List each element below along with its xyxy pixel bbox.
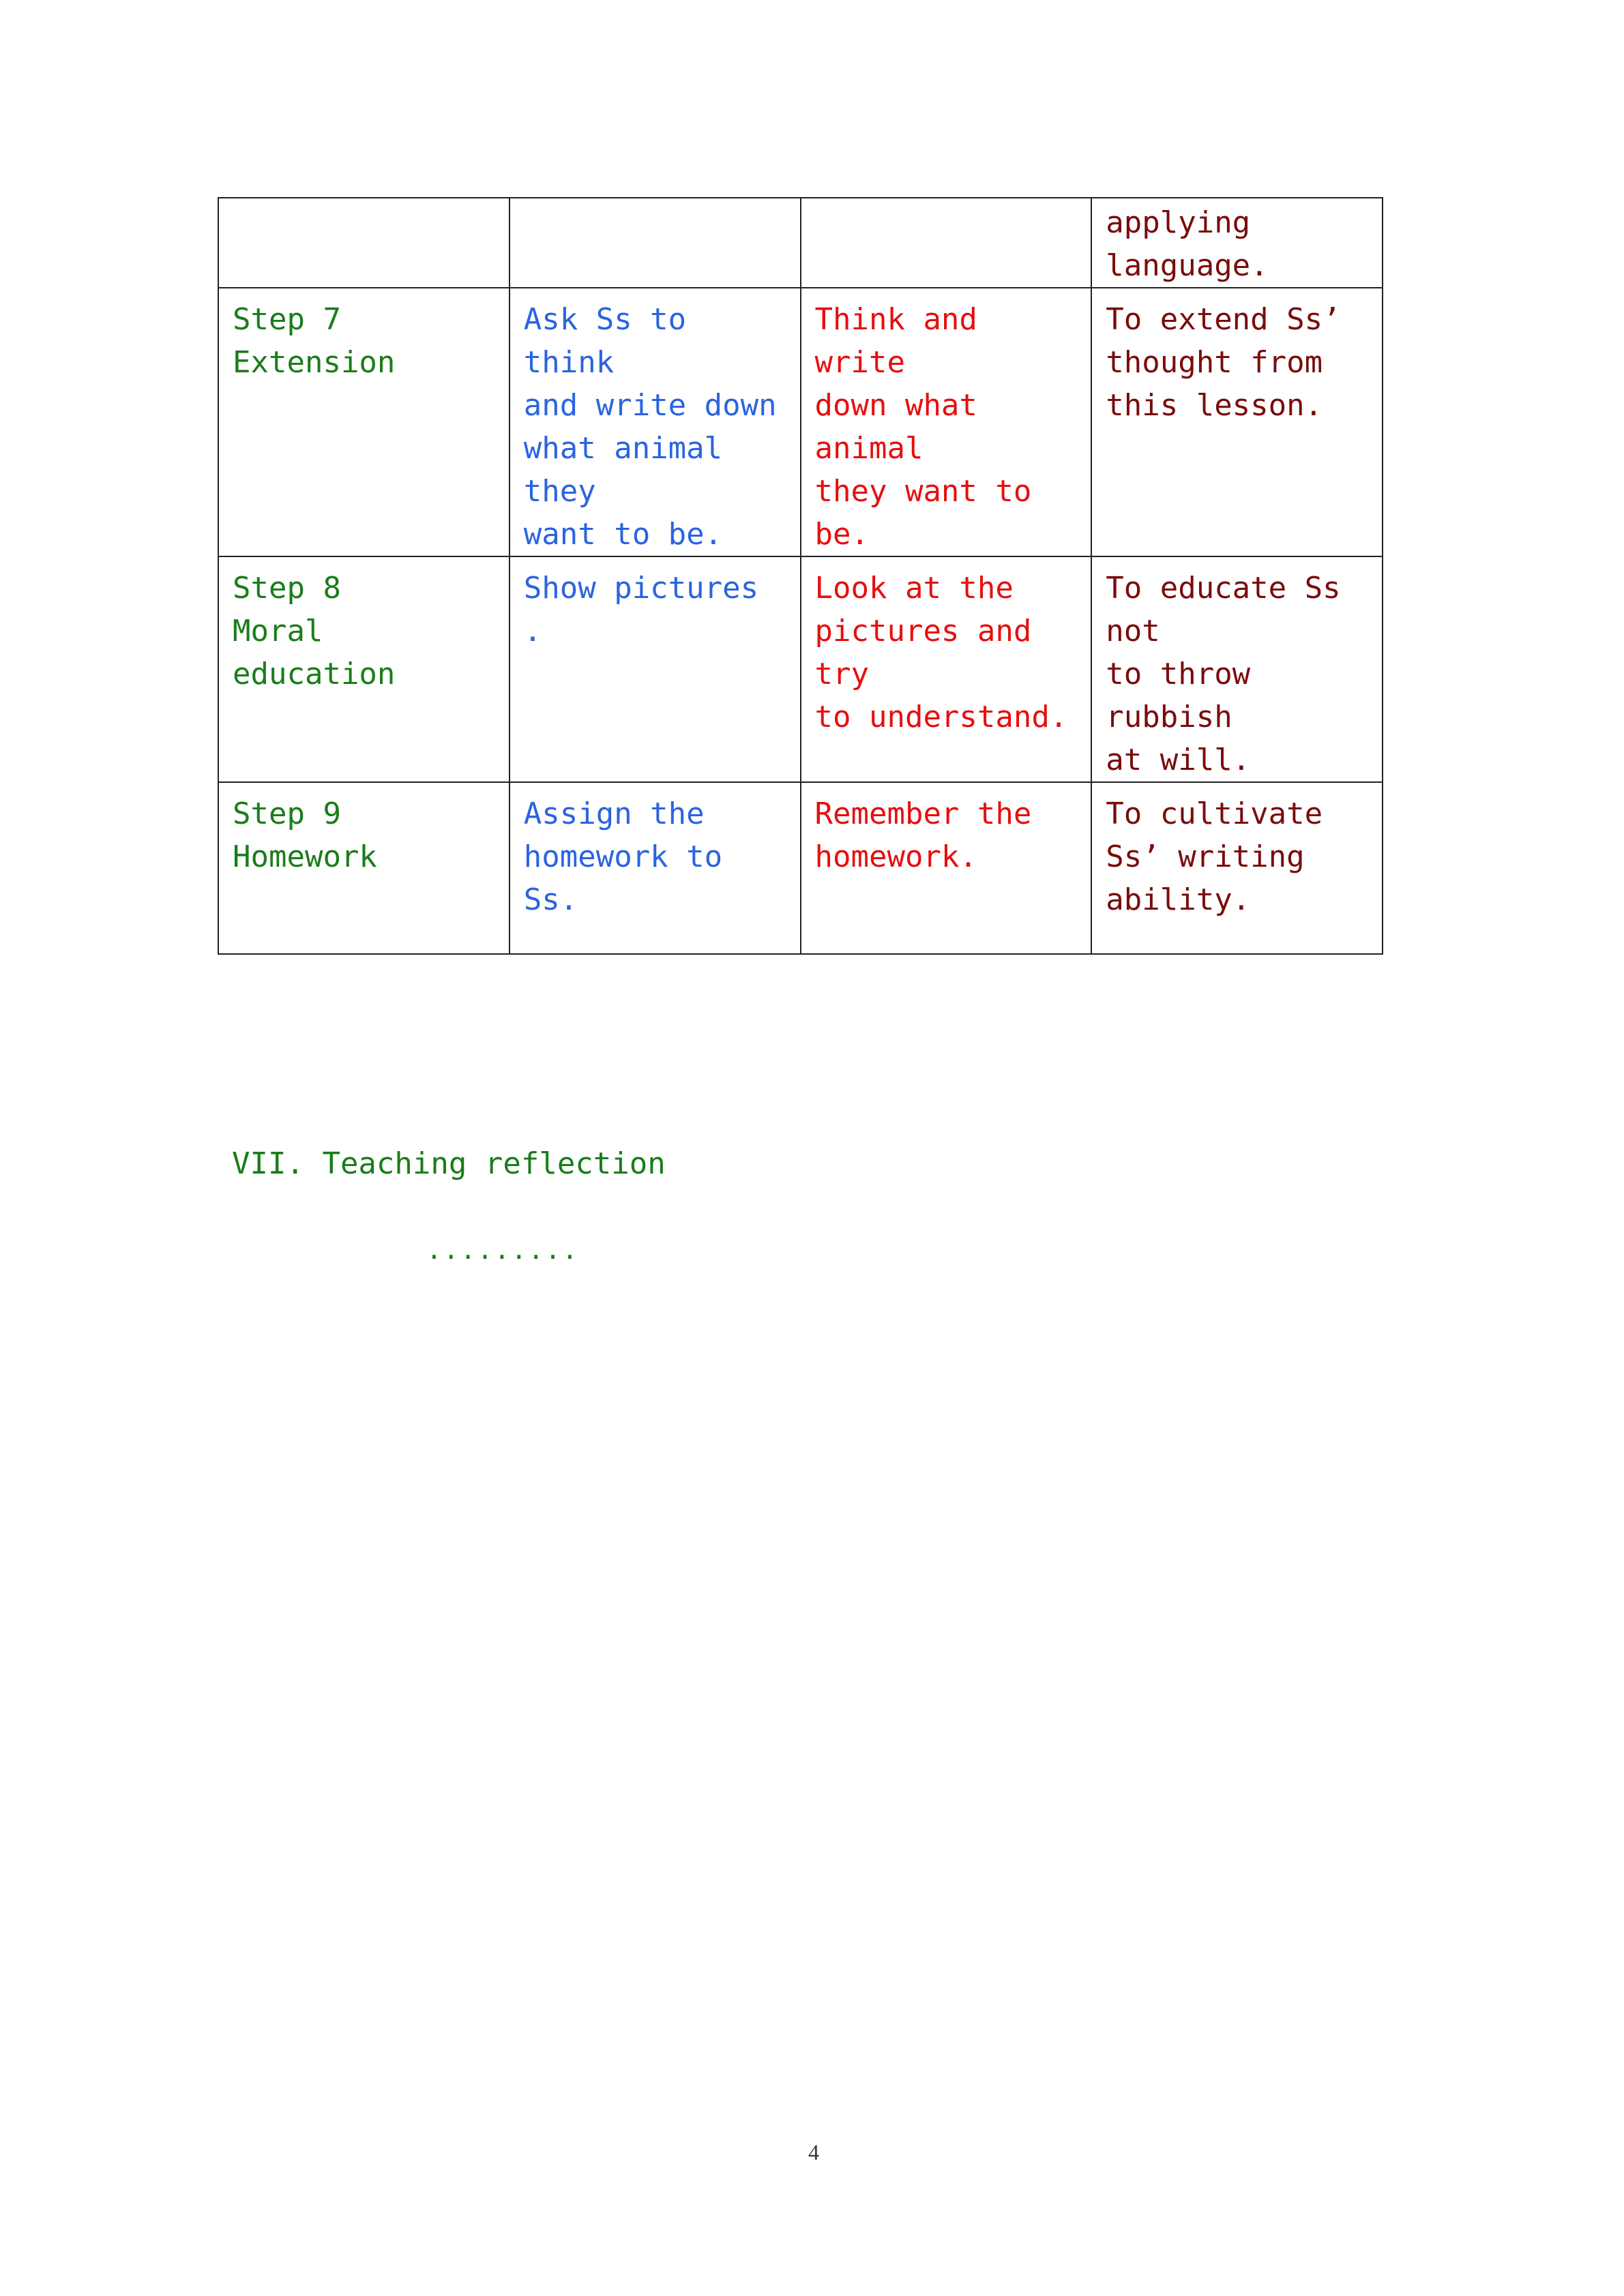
step-cell bbox=[218, 198, 510, 288]
table-row bbox=[218, 288, 1383, 556]
page-number: 4 bbox=[808, 2140, 819, 2164]
table-row bbox=[218, 556, 1383, 782]
reflection-content: ......... bbox=[426, 1235, 579, 1265]
teacher-activity-cell: Assign the homework to Ss. bbox=[510, 782, 801, 954]
teaching-procedure-table bbox=[218, 197, 1383, 955]
step-cell: Step 8 Moral education bbox=[218, 556, 510, 782]
teacher-activity-cell: Ask Ss to think and write down what animal they want to be. bbox=[510, 288, 801, 556]
step-cell: Step 7 Extension bbox=[218, 288, 510, 556]
student-activity-cell: Think and write down what animal they want to be. bbox=[801, 288, 1092, 556]
student-activity-cell bbox=[801, 198, 1092, 288]
purpose-cell: applying language. bbox=[1091, 198, 1383, 288]
table-row bbox=[218, 198, 1383, 288]
purpose-cell: To extend Ss’ thought from this lesson. bbox=[1091, 288, 1383, 556]
student-activity-cell: Remember the homework. bbox=[801, 782, 1092, 954]
teacher-activity-cell bbox=[510, 198, 801, 288]
teacher-activity-cell: Show pictures . bbox=[510, 556, 801, 782]
step-cell: Step 9 Homework bbox=[218, 782, 510, 954]
purpose-cell: To educate Ss not to throw rubbish at will. bbox=[1091, 556, 1383, 782]
table-row bbox=[218, 782, 1383, 954]
student-activity-cell: Look at the pictures and try to understand. bbox=[801, 556, 1092, 782]
section-heading: VII. Teaching reflection bbox=[232, 1146, 666, 1181]
purpose-cell: To cultivate Ss’ writing ability. bbox=[1091, 782, 1383, 954]
